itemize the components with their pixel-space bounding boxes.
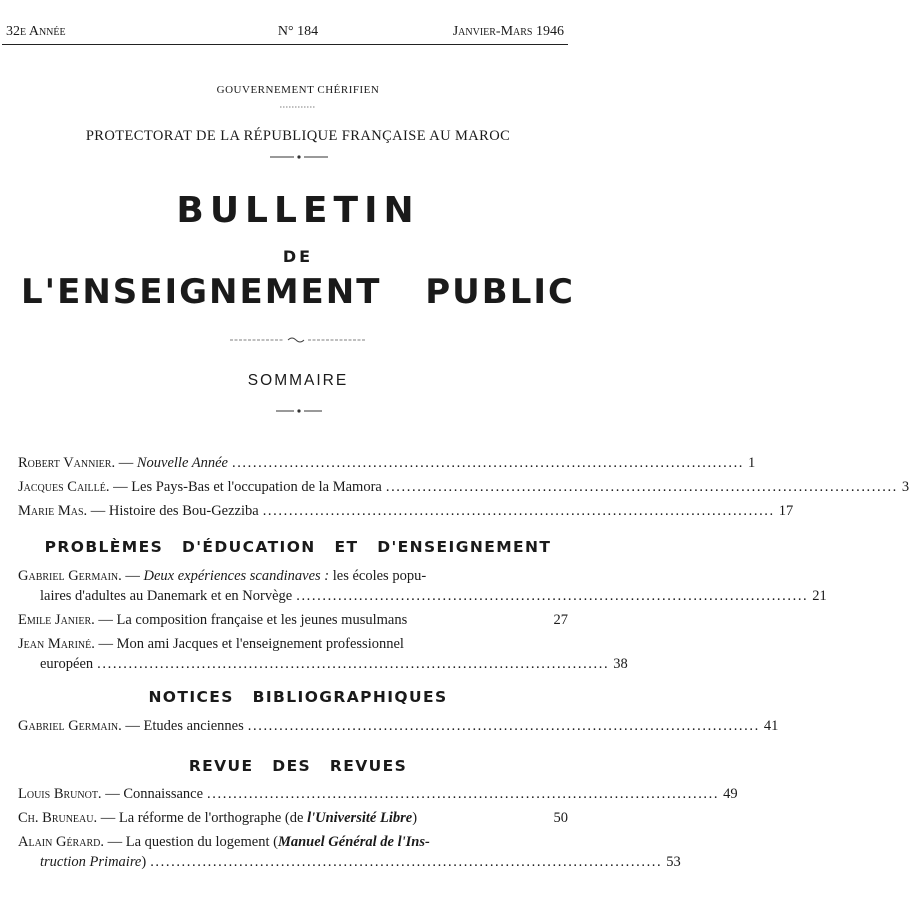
toc-entry: Jacques Caillé. — Les Pays-Bas et l'occupation de la Mamora .................................................................................................. 3 <box>18 479 909 495</box>
section-heading-notices: NOTICES BIBLIOGRAPHIQUES <box>148 688 448 706</box>
entry-author: Gabriel Germain. <box>18 568 122 584</box>
toc-entry: Emile Janier. — La composition française et les jeunes musulmans 27 <box>18 612 568 628</box>
toc-problemes <box>18 566 827 674</box>
ornament-divider <box>228 335 368 345</box>
ornament-divider <box>274 407 324 415</box>
government-line: GOUVERNEMENT CHÉRIFIEN <box>216 84 380 96</box>
bulletin-title: BULLETIN <box>176 190 420 231</box>
entry-page: 1 <box>748 455 756 471</box>
entry-page: 27 <box>553 612 568 628</box>
entry-author: Louis Brunot. <box>18 786 102 802</box>
toc-entry: Gabriel Germain. — Etudes anciennes .................................................................................................. 41 <box>18 718 779 734</box>
toc-entry: Robert Vannier. — Nouvelle Année .................................................................................................. 1 <box>18 455 756 471</box>
entry-page: 21 <box>812 588 827 604</box>
entry-author: Marie Mas. <box>18 503 88 519</box>
entry-title: La question du logement ( <box>125 834 278 850</box>
entry-author: Emile Janier. <box>18 612 95 628</box>
entry-author: Robert Vannier. <box>18 455 116 471</box>
entry-title: les écoles popu- <box>332 568 427 584</box>
entry-author: Jean Mariné. <box>18 636 95 652</box>
entry-title-end: ) <box>141 854 147 870</box>
leader-dots: .................................................................................................. <box>207 786 720 802</box>
entry-title-end: ) <box>412 810 418 826</box>
entry-title-emph: Manuel Général de l'Ins- <box>277 834 430 850</box>
title-de: DE <box>282 247 314 266</box>
toc-entry: Jean Mariné. — Mon ami Jacques et l'enseignement professionnel européen .................................................................................................. 38 <box>18 636 628 672</box>
entry-title: Histoire des Bou-Gezziba <box>108 503 259 519</box>
section-heading-problemes: PROBLÈMES D'ÉDUCATION ET D'ENSEIGNEMENT <box>44 538 552 556</box>
entry-title: La composition française et les jeunes musulmans <box>116 612 408 628</box>
entry-title: Les Pays-Bas et l'occupation de la Mamora <box>131 479 382 495</box>
entry-page: 38 <box>613 656 628 672</box>
leader-dots: .................................................................................................. <box>247 718 760 734</box>
entry-title: Nouvelle Année <box>136 455 228 471</box>
entry-title-cont: laires d'adultes au Danemark et en Norvège <box>40 588 293 604</box>
entry-title: Connaissance <box>123 786 204 802</box>
entry-page: 49 <box>723 786 738 802</box>
entry-page: 17 <box>778 503 794 519</box>
sommaire-heading: SOMMAIRE <box>247 372 349 389</box>
entry-title: La réforme de l'orthographe (de <box>118 810 304 826</box>
entry-title: Mon ami Jacques et l'enseignement professionnel <box>116 636 404 652</box>
leader-dots: .................................................................................................. <box>97 656 610 672</box>
entry-page: 41 <box>763 718 779 734</box>
toc-entry: Louis Brunot. — Connaissance .................................................................................................. 49 <box>18 786 738 802</box>
entry-author: Jacques Caillé. <box>18 479 110 495</box>
year-label: 32e Année <box>6 24 66 39</box>
entry-title: Etudes anciennes <box>143 718 244 734</box>
protectorate-line: PROTECTORAT DE LA RÉPUBLIQUE FRANÇAISE AU MAROC <box>85 128 511 144</box>
leader-dots: .................................................................................................. <box>231 455 745 471</box>
toc-main <box>18 453 909 521</box>
header-rule <box>2 44 568 45</box>
toc-entry: Gabriel Germain. — Deux expériences scandinaves : les écoles popu- laires d'adultes au Danemark et en Norvège .................................................................................................. 21 <box>18 568 827 604</box>
leader-dots: .................................................................................................. <box>150 854 663 870</box>
entry-author: Alain Gérard. <box>18 834 104 850</box>
entry-author: Ch. Bruneau. <box>18 810 98 826</box>
entry-page: 53 <box>666 854 681 870</box>
issue-date: Janvier-Mars 1946 <box>452 24 564 39</box>
toc-notices <box>18 716 779 736</box>
toc-revue <box>18 784 738 872</box>
entry-page: 3 <box>901 479 909 495</box>
entry-title-italic: Deux expériences scandinaves : <box>143 568 330 584</box>
ornament-divider <box>278 104 318 110</box>
issue-number: N° 184 <box>277 24 319 39</box>
entry-title-cont: truction Primaire <box>40 854 142 870</box>
entry-author: Gabriel Germain. <box>18 718 122 734</box>
section-heading-revue: REVUE DES REVUES <box>188 757 408 775</box>
enseignement-title: L'ENSEIGNEMENT PUBLIC <box>21 272 575 312</box>
entry-title-cont: européen <box>40 656 94 672</box>
entry-page: 50 <box>553 810 568 826</box>
toc-entry: Marie Mas. — Histoire des Bou-Gezziba .................................................................................................. 17 <box>18 503 794 519</box>
leader-dots: .................................................................................................. <box>262 503 775 519</box>
ornament-divider <box>268 153 330 161</box>
toc-entry: Alain Gérard. — La question du logement (Manuel Général de l'Ins- truction Primaire) .................................................................................................. 53 <box>18 834 681 870</box>
leader-dots: .................................................................................................. <box>385 479 898 495</box>
leader-dots: .................................................................................................. <box>296 588 809 604</box>
entry-title-emph: l'Université Libre <box>307 810 413 826</box>
toc-entry: Ch. Bruneau. — La réforme de l'orthographe (de l'Université Libre) 50 <box>18 810 568 826</box>
